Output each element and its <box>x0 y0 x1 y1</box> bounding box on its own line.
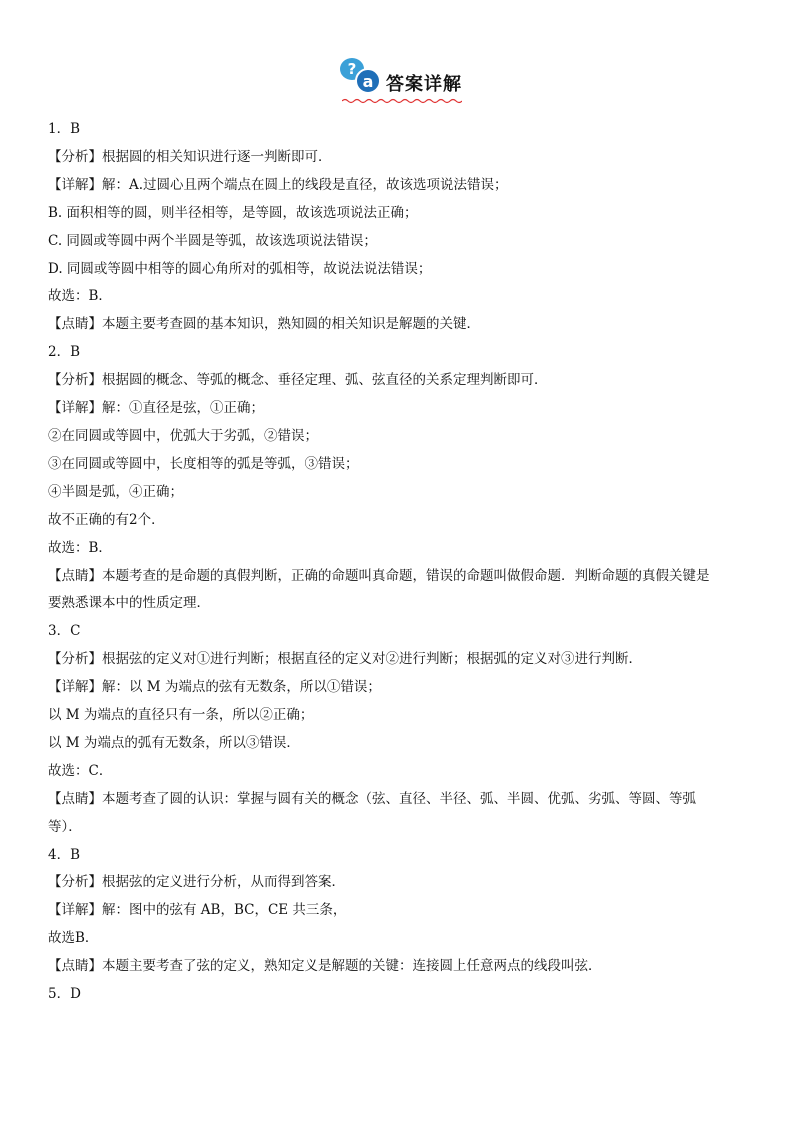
answer-number: 3．C <box>48 623 81 640</box>
answer-bubble-icon: a <box>355 68 381 94</box>
comment-line: 【点睛】本题主要考查圆的基本知识，熟知圆的相关知识是解题的关键． <box>48 316 480 333</box>
choice-line: 故选：B． <box>48 288 112 305</box>
detail-line: 【详解】解：A.过圆心且两个端点在圆上的线段是直径，故该选项说法错误； <box>48 176 508 193</box>
detail-line: 以 M 为端点的直径只有一条，所以②正确； <box>48 707 314 724</box>
page-title: 答案详解 <box>386 74 462 95</box>
squiggle-underline <box>342 98 462 104</box>
detail-line: ②在同圆或等圆中，优弧大于劣弧，②错误； <box>48 427 318 444</box>
comment-line: 等）． <box>48 818 82 835</box>
detail-line: 【详解】解：以 M 为端点的弦有无数条，所以①错误； <box>48 679 381 696</box>
detail-line: D. 同圆或等圆中相等的圆心角所对的弧相等，故说法说法错误； <box>48 260 432 277</box>
detail-line: 故不正确的有2个． <box>48 511 165 528</box>
detail-line: 【详解】解：图中的弦有 AB，BC，CE 共三条， <box>48 902 347 919</box>
header-group <box>338 56 462 100</box>
comment-line: 【点睛】本题主要考查了弦的定义，熟知定义是解题的关键：连接圆上任意两点的线段叫弦． <box>48 958 602 975</box>
answer-number: 5．D <box>48 986 81 1003</box>
comment-line: 【点睛】本题考查了圆的认识：掌握与圆有关的概念（弦、直径、半径、弧、半圆、优弧、劣弧、等圆、等弧 <box>48 790 696 807</box>
answer-header <box>0 56 800 100</box>
analysis-line: 【分析】根据圆的概念、等弧的概念、垂径定理、弧、弦直径的关系定理判断即可． <box>48 372 548 389</box>
choice-line: 故选：B． <box>48 539 112 556</box>
answer-number: 1．B <box>48 121 81 137</box>
comment-line: 【点睛】本题考查的是命题的真假判断，正确的命题叫真命题，错误的命题叫做假命题．判断命题的真假关键是 <box>48 567 710 584</box>
answer-content <box>48 116 760 1009</box>
analysis-line: 【分析】根据弦的定义对①进行判断；根据直径的定义对②进行判断；根据弧的定义对③进行判断． <box>48 651 642 668</box>
question-bubble-icon: ? <box>340 58 364 80</box>
detail-line: 以 M 为端点的弧有无数条，所以③错误． <box>48 734 300 751</box>
answer-number: 2．B <box>48 344 81 361</box>
answer-number: 4．B <box>48 846 81 863</box>
choice-line: 故选：C． <box>48 762 113 779</box>
detail-line: 【详解】解：①直径是弦，①正确； <box>48 400 264 417</box>
choice-line: 故选B． <box>48 930 99 947</box>
detail-line: ③在同圆或等圆中，长度相等的弧是等弧，③错误； <box>48 455 359 472</box>
comment-line: 要熟悉课本中的性质定理． <box>48 595 210 612</box>
detail-line: ④半圆是弧，④正确； <box>48 483 183 500</box>
analysis-line: 【分析】根据弦的定义进行分析，从而得到答案． <box>48 874 345 891</box>
analysis-line: 【分析】根据圆的相关知识进行逐一判断即可． <box>48 148 332 165</box>
qa-bubble-icon <box>338 56 384 100</box>
detail-line: B. 面积相等的圆，则半径相等，是等圆，故该选项说法正确； <box>48 204 418 221</box>
detail-line: C. 同圆或等圆中两个半圆是等弧，故该选项说法错误； <box>48 232 377 249</box>
